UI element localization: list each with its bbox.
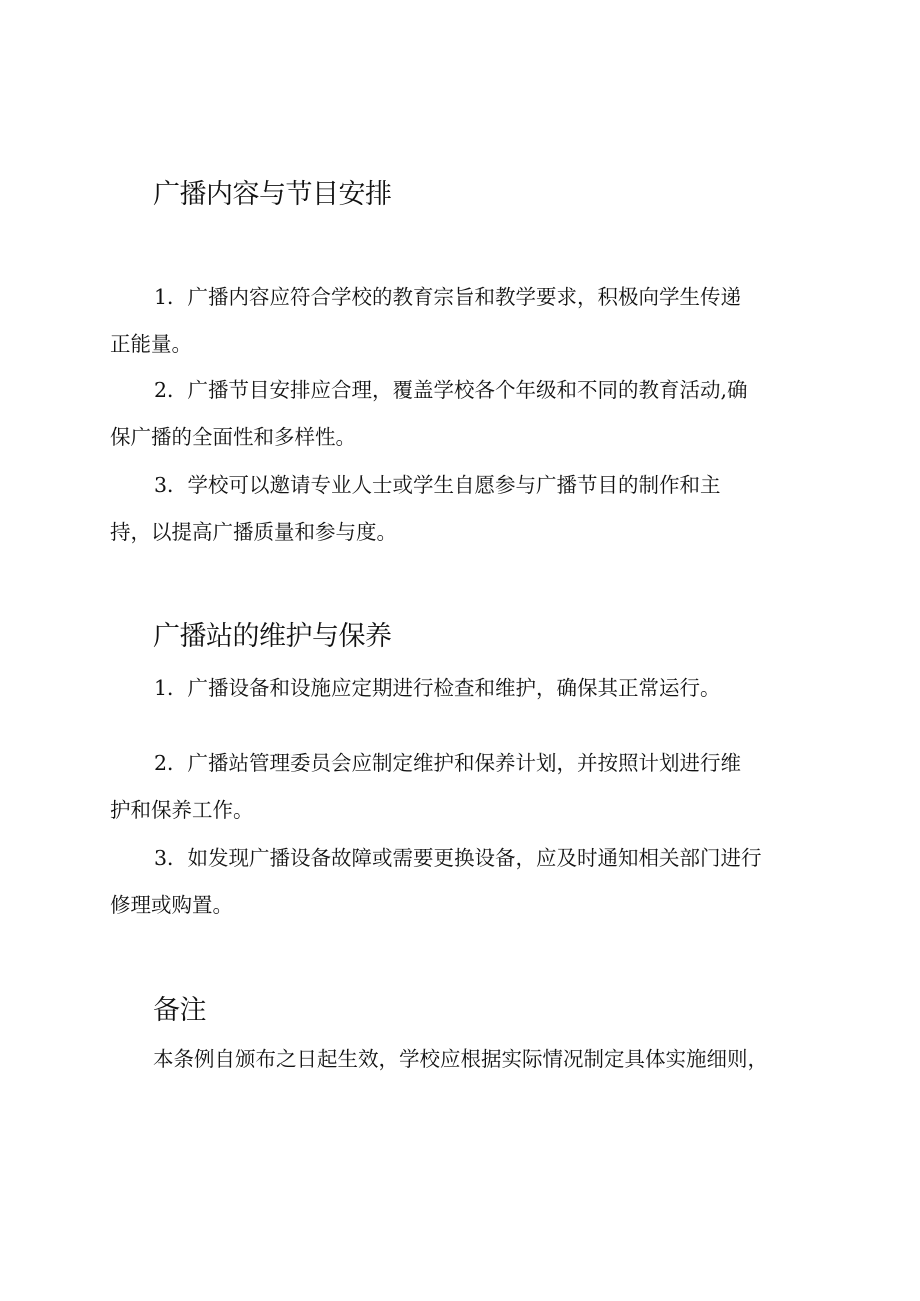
paragraph-line: 护和保养工作。 (110, 798, 254, 822)
paragraph-line: 持，以提高广播质量和参与度。 (110, 520, 397, 544)
paragraph-content-1 (110, 274, 822, 368)
paragraph-content-3 (110, 462, 822, 556)
section-heading-content: 广播内容与节目安排 (153, 179, 392, 210)
section-heading-maintenance: 广播站的维护与保养 (153, 621, 392, 652)
paragraph-line: 修理或购置。 (110, 893, 233, 917)
paragraph-line: 1．广播内容应符合学校的教育宗旨和教学要求，积极向学生传递 (154, 285, 742, 309)
paragraph-content-2 (110, 367, 822, 461)
paragraph-notes (153, 1036, 833, 1083)
paragraph-line: 3．学校可以邀请专业人士或学生自愿参与广播节目的制作和主 (154, 473, 721, 497)
paragraph-maintenance-3 (110, 835, 822, 929)
paragraph-line: 2．广播节目安排应合理，覆盖学校各个年级和不同的教育活动,确 (154, 378, 748, 402)
paragraph-line: 1．广播设备和设施应定期进行检查和维护，确保其正常运行。 (154, 676, 721, 700)
paragraph-line: 本条例自颁布之日起生效，学校应根据实际情况制定具体实施细则， (153, 1047, 768, 1071)
section-heading-notes: 备注 (153, 995, 206, 1026)
paragraph-line: 2．广播站管理委员会应制定维护和保养计划，并按照计划进行维 (154, 751, 742, 775)
paragraph-maintenance-2 (110, 740, 822, 834)
paragraph-line: 3．如发现广播设备故障或需要更换设备，应及时通知相关部门进行 (154, 846, 762, 870)
paragraph-line: 正能量。 (110, 332, 192, 356)
paragraph-maintenance-1 (110, 665, 822, 712)
paragraph-line: 保广播的全面性和多样性。 (110, 425, 356, 449)
